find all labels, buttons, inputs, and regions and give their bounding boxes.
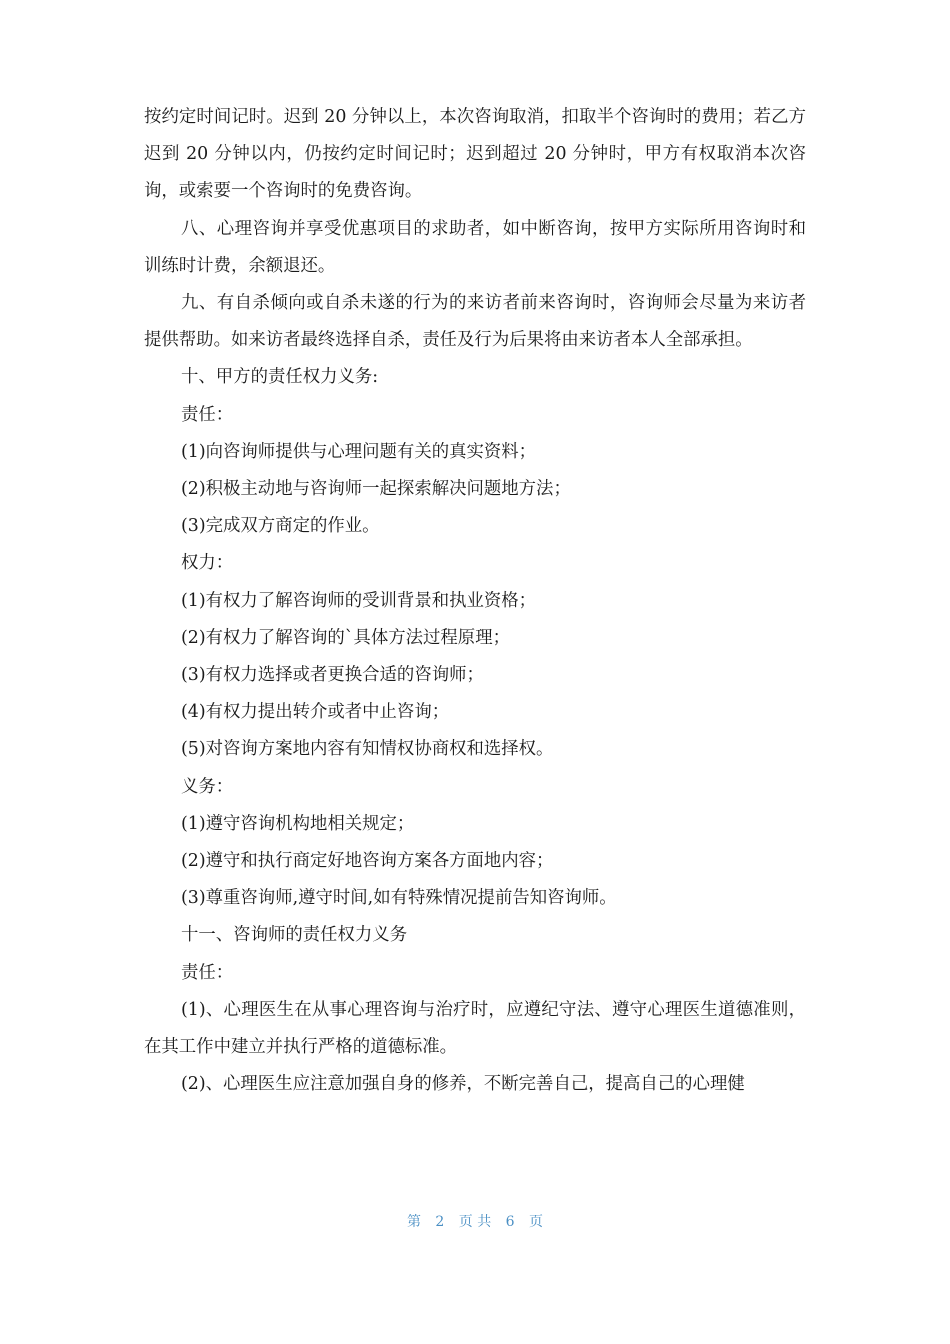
paragraph: (2)遵守和执行商定好地咨询方案各方面地内容； [181, 851, 554, 872]
paragraph: (2)有权力了解咨询的`具体方法过程原理； [181, 627, 510, 648]
footer-middle: 页 共 [458, 1214, 492, 1230]
paragraph: 八、心理咨询并享受优惠项目的求助者，如中断咨询，按甲方实际所用咨询时和训练时计费，余额退还。 [144, 218, 806, 276]
paragraph: 按约定时间记时。迟到 20 分钟以上，本次咨询取消，扣取半个咨询时的费用；若乙方迟到 20 分钟以内，仍按约定时间记时；迟到超过 20 分钟时，甲方有权取消本次咨询，或索要一个咨询时的免费咨询。 [144, 107, 806, 202]
paragraph: (1)遵守咨询机构地相关规定； [181, 813, 415, 834]
paragraph: (1)向咨询师提供与心理问题有关的真实资料； [181, 441, 537, 462]
paragraph: (1)有权力了解咨询师的受训背景和执业资格； [181, 590, 537, 611]
footer-total-pages: 6 [505, 1214, 515, 1230]
paragraph: (3)有权力选择或者更换合适的咨询师； [181, 665, 484, 686]
paragraph: (4)有权力提出转介或者中止咨询； [181, 702, 450, 723]
page-footer [0, 1211, 950, 1231]
paragraph: 责任： [181, 404, 234, 425]
paragraph: (1)、心理医生在从事心理咨询与治疗时，应遵纪守法、遵守心理医生道德准则，在其工作中建立并执行严格的道德标准。 [144, 999, 806, 1058]
paragraph: (2)、心理医生应注意加强自身的修养，不断完善自己，提高自己的心理健 [181, 1074, 745, 1095]
footer-prefix: 第 [406, 1214, 421, 1230]
paragraph: 十、甲方的责任权力义务: [181, 367, 379, 388]
document-body [144, 99, 806, 1103]
footer-suffix: 页 [529, 1214, 544, 1230]
paragraph: (5)对咨询方案地内容有知情权协商权和选择权。 [181, 739, 554, 760]
paragraph: (2)积极主动地与咨询师一起探索解决问题地方法； [181, 479, 571, 500]
paragraph: 责任： [181, 962, 234, 983]
footer-current-page: 2 [435, 1214, 445, 1230]
paragraph: 十一、咨询师的责任权力义务 [181, 925, 408, 946]
paragraph: 权力： [181, 553, 234, 574]
paragraph: 义务： [181, 776, 234, 797]
paragraph: (3)完成双方商定的作业。 [181, 516, 380, 537]
paragraph: 九、有自杀倾向或自杀未遂的行为的来访者前来咨询时，咨询师会尽量为来访者提供帮助。如来访者最终选择自杀，责任及行为后果将由来访者本人全部承担。 [144, 293, 806, 351]
paragraph: (3)尊重咨询师,遵守时间,如有特殊情况提前告知咨询师。 [181, 888, 617, 909]
